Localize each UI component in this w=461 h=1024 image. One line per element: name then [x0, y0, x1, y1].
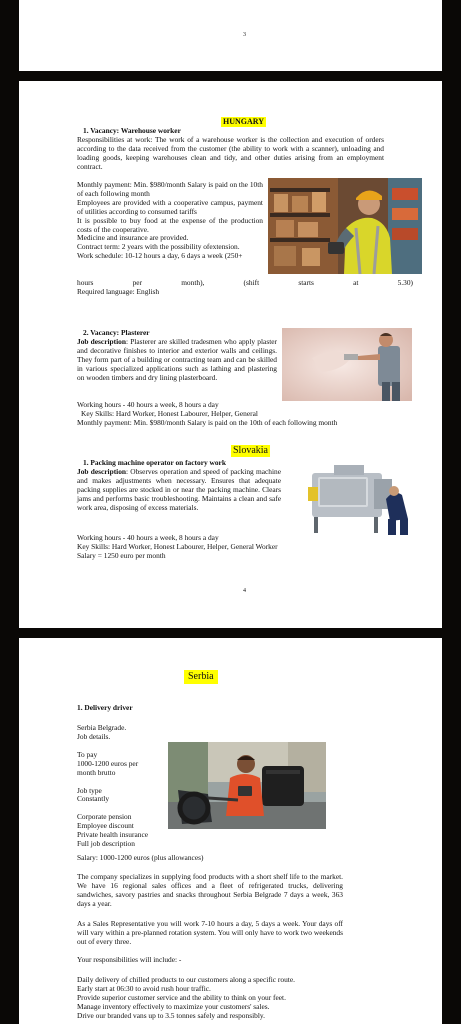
responsibilities-list	[77, 976, 357, 1021]
list-item: Manage inventory effectively to maximize your customers' sales.	[77, 1001, 270, 1011]
page-5	[19, 638, 442, 1024]
country-heading-hungary: HUNGARY	[223, 117, 265, 126]
warehouse-worker-photo	[268, 178, 422, 274]
vacancy-3-description: Job description: Observes operation and speed of packing machine and makes adjustments when necessary. Ensures that adequate packing supplies are stocked in or near the packing machine. Clears jams and performs basic troubleshooting. Maintains a clean and safe work area, disposing of excess materials.	[77, 467, 281, 512]
responsibilities-header: Your responsibilities will include: -	[77, 955, 182, 964]
list-item: Early start at 06:30 to avoid rush hour traffic.	[77, 983, 211, 993]
plasterer-photo	[282, 328, 412, 401]
vacancy-2-title: 2. Vacancy: Plasterer	[83, 328, 150, 337]
vacancy-1-campus: Employees are provided with a cooperative campus, payment of utilities according to consumed tariffs	[77, 197, 263, 216]
list-item: Drive our branded vans up to 3.5 tonnes safely and responsibly.	[77, 1010, 265, 1020]
page-number: 3	[243, 32, 246, 38]
vacancy-2-description: Job description: Plasterer are skilled tradesmen who apply plaster and decorative finishes to interior and exterior walls and ceilings. They form part of a building or contracting team and can be skilled in various specialized applications such as lathing and plastering on wooden timbers and dry lining plasterboard.	[77, 337, 277, 382]
vacancy-1-details	[77, 181, 263, 261]
page-3	[19, 0, 442, 71]
page-4	[19, 81, 442, 628]
vacancy-1-food: It is possible to buy food at the expense of the production costs of the cooperative.	[77, 215, 263, 234]
vacancy-2-hours: Working hours - 40 hours a week, 8 hours a day	[77, 400, 219, 409]
vacancy-1-schedule: Work schedule: 10-12 hours a day, 6 days a week (250+	[77, 251, 243, 261]
vacancy-3-hours: Working hours - 40 hours a week, 8 hours a day	[77, 533, 219, 542]
vacancy-3-salary: Salary = 1250 euro per month	[77, 551, 166, 560]
country-heading-slovakia: Slovakia	[233, 445, 268, 456]
vacancy-1-schedule-cont: hours per month), (shift starts at 5.30)	[77, 278, 413, 287]
salary-line: Salary: 1000-1200 euros (plus allowances)	[77, 853, 204, 862]
vacancy-1-medicine: Medicine and insurance are provided.	[77, 233, 189, 243]
delivery-driver-photo	[168, 742, 326, 829]
list-item: Provide superior customer service and the ability to think on your feet.	[77, 992, 286, 1002]
packing-machine-photo	[304, 459, 414, 539]
delivery-driver-title: 1. Delivery driver	[77, 703, 133, 712]
vacancy-1-language: Required language: English	[77, 287, 160, 296]
page-number: 4	[243, 588, 246, 594]
vacancy-1-responsibilities: Responsibilities at work: The work of a warehouse worker is the collection and execution of orders according to the data received from the customer (the ability to work with a scanner), unloading and loading goods, keeping warehouses clean and tidy, and other duties arising from an employment contract.	[77, 135, 384, 171]
vacancy-3-title: 1. Packing machine operator on factory work	[83, 458, 226, 467]
vacancy-1-title: 1. Vacancy: Warehouse worker	[83, 126, 181, 135]
list-item: Daily delivery of chilled products to our customers along a specific route.	[77, 975, 295, 984]
work-schedule-paragraph: As a Sales Representative you will work 7-10 hours a day, 5 days a week. Your days off will vary within a pre-planned rotation system. You will only have to work two weekends out of every three.	[77, 919, 343, 946]
vacancy-2-pay: Monthly payment: Min. $980/month Salary is paid on the 10th of each following month	[77, 418, 338, 427]
vacancy-2-skills: Key Skills: Hard Worker, Honest Labourer, Helper, General	[81, 409, 258, 418]
vacancy-1-pay: Monthly payment: Min. $980/month Salary is paid on the 10th of each following month	[77, 180, 263, 198]
vacancy-1-contract: Contract term: 2 years with the possibility ofextension.	[77, 242, 240, 252]
company-paragraph: The company specializes in supplying food products with a short shelf life to the market. We have 16 regional sales offices and a fleet of refrigerated trucks, delivering sandwiches, savory pastries and snacks throughout Serbia Belgrade 7 days a week, 363 days a year.	[77, 872, 343, 908]
vacancy-3-skills: Key Skills: Hard Worker, Honest Labourer, Helper, General Worker	[77, 542, 278, 551]
country-heading-serbia: Serbia	[184, 670, 218, 684]
job-details-list: Serbia Belgrade. Job details. To pay 1000-1200 euros per month brutto Job type Constantly Corporate pension Employee discount Private health insurance Full job description	[77, 723, 149, 849]
